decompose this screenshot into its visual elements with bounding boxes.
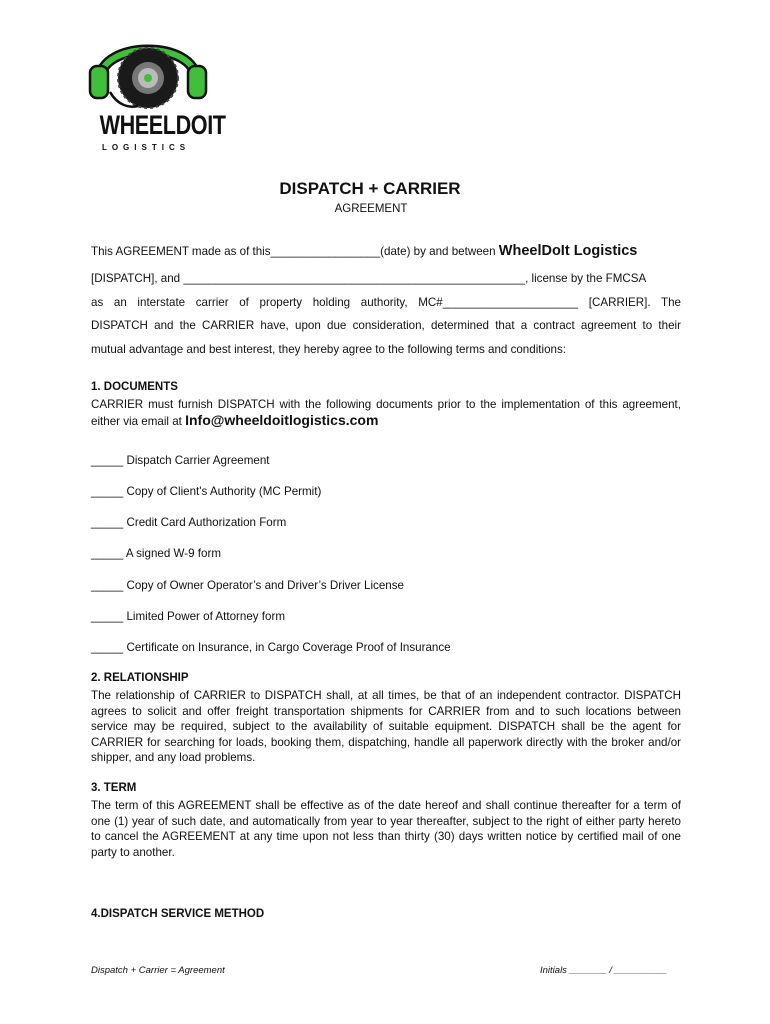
term-text: The term of this AGREEMENT shall be effective as of the date hereof and shall continue thereafter for a term of one (1) year of such date, and automatically from year to year thereafter, subject to the right of either party hereto to cancel the AGREEMENT at any time upon not less than thirty (30) days written notice by certified mail of one party to another. xyxy=(91,799,681,859)
headphones-tire-icon xyxy=(88,22,208,112)
document-title: DISPATCH + CARRIER xyxy=(279,179,461,198)
document-item: _____ Certificate on Insurance, in Cargo Coverage Proof of Insurance xyxy=(91,641,451,654)
contact-email: Info@wheeldoitlogistics.com xyxy=(185,411,379,428)
section-heading-service: 4.DISPATCH SERVICE METHOD xyxy=(91,908,265,920)
documents-text xyxy=(91,397,681,429)
footer-initials: Initials _______ / __________ xyxy=(540,965,668,976)
intro-line-4: DISPATCH and the CARRIER have, upon due consideration, determined that a contract agreement to their xyxy=(91,319,681,332)
intro-line-3: as an interstate carrier of property holding authority, MC#_____________________ [CARRIER]. The xyxy=(91,296,681,309)
document-item: _____ Credit Card Authorization Form xyxy=(91,516,287,529)
document-item: _____ Copy of Client's Authority (MC Permit) xyxy=(91,485,322,498)
intro-line-1-text: This AGREEMENT made as of this_________________(date) by and between xyxy=(91,245,496,258)
documents-text-body: CARRIER must furnish DISPATCH with the following documents prior to the implementation of this agreement, either via email at xyxy=(91,398,681,428)
logo-wordmark: WHEELDOIT xyxy=(99,110,226,140)
intro-line-5: mutual advantage and best interest, they hereby agree to the following terms and conditions: xyxy=(91,343,566,356)
document-item: _____ A signed W-9 form xyxy=(91,547,221,560)
logo-tagline: LOGISTICS xyxy=(101,143,191,152)
document-item: _____ Dispatch Carrier Agreement xyxy=(91,454,270,467)
footer-title: Dispatch + Carrier = Agreement xyxy=(91,965,225,976)
section-heading-term: 3. TERM xyxy=(91,782,137,794)
section-heading-documents: 1. DOCUMENTS xyxy=(91,381,178,393)
company-name: WheelDoIt Logistics xyxy=(498,243,638,259)
intro-line-1 xyxy=(91,243,681,259)
document-subtitle: AGREEMENT xyxy=(334,203,408,215)
document-item: _____ Limited Power of Attorney form xyxy=(91,610,285,623)
section-heading-relationship: 2. RELATIONSHIP xyxy=(91,672,189,684)
company-logo xyxy=(88,22,226,157)
document-item: _____ Copy of Owner Operator’s and Driver’s Driver License xyxy=(91,579,404,592)
relationship-text: The relationship of CARRIER to DISPATCH shall, at all times, be that of an independent contractor. DISPATCH agrees to solicit and offer freight transportation shipments for CARRIER from and to such locations between service may be required, subject to the availability of suitable equipment. DISPATCH shall be the agent for CARRIER for searching for loads, booking them, dispatching, handle all paperwork directly with the broker and/or shipper, and any load problems. xyxy=(91,689,681,764)
intro-line-2: [DISPATCH], and _____________________________________________________, license by the FMCSA xyxy=(91,272,647,285)
